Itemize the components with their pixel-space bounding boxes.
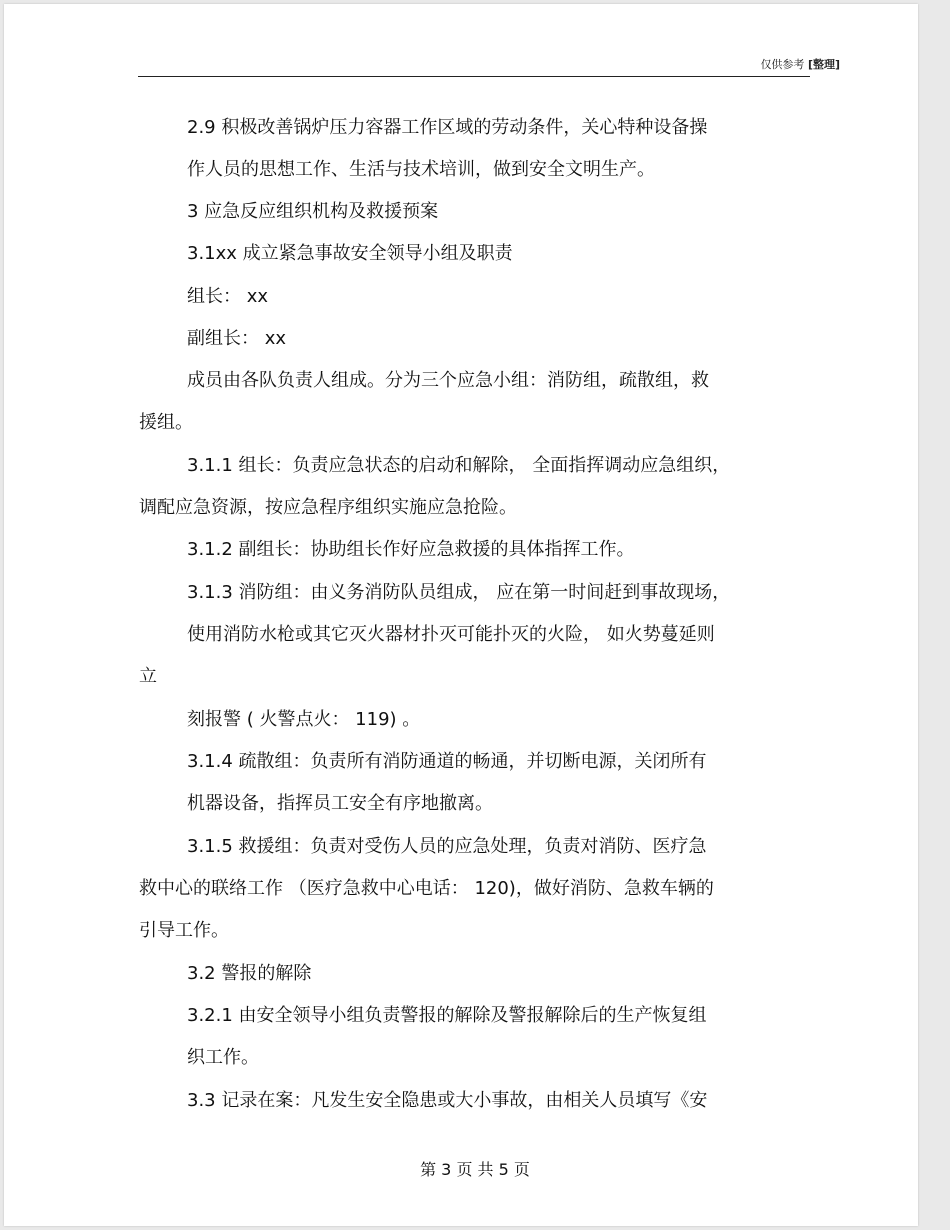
- body-line: 作人员的思想工作、生活与技术培训，做到安全文明生产。: [187, 159, 655, 180]
- body-line: 3 应急反应组织机构及救援预案: [187, 201, 439, 222]
- body-line: 3.1.2 副组长：协助组长作好应急救援的具体指挥工作。: [187, 539, 635, 560]
- body-line: 援组。: [139, 412, 193, 433]
- body-line: 3.1.4 疏散组：负责所有消防通道的畅通，并切断电源，关闭所有: [187, 751, 707, 772]
- body-line: 织工作。: [187, 1047, 259, 1068]
- body-line: 救中心的联络工作 （医疗急救中心电话： 120)，做好消防、急救车辆的: [139, 878, 714, 899]
- body-line: 机器设备，指挥员工安全有序地撤离。: [187, 793, 493, 814]
- document-page: [4, 4, 918, 1226]
- body-line: 引导工作。: [139, 920, 229, 941]
- page-header: [760, 56, 840, 72]
- page-footer: 第 3 页 共 5 页: [420, 1160, 530, 1179]
- body-line: 3.2.1 由安全领导小组负责警报的解除及警报解除后的生产恢复组: [187, 1005, 707, 1026]
- body-line: 副组长： xx: [187, 328, 287, 349]
- header-label: 仅供参考: [760, 58, 805, 71]
- body-line: 调配应急资源，按应急程序组织实施应急抢险。: [139, 497, 517, 518]
- body-line: 2.9 积极改善锅炉压力容器工作区域的劳动条件，关心特种设备操: [187, 117, 708, 138]
- header-rule: [138, 76, 810, 77]
- body-line: 组长： xx: [187, 286, 269, 307]
- body-line: 刻报警 ( 火警点火： 119) 。: [187, 709, 421, 730]
- body-line: 3.1.3 消防组：由义务消防队员组成， 应在第一时间赶到事故现场，: [187, 582, 731, 603]
- body-line: 3.1xx 成立紧急事故安全领导小组及职责: [187, 243, 513, 264]
- body-line: 3.3 记录在案：凡发生安全隐患或大小事故，由相关人员填写《安: [187, 1090, 708, 1111]
- body-line: 3.1.5 救援组：负责对受伤人员的应急处理，负责对消防、医疗急: [187, 836, 707, 857]
- body-line: 3.2 警报的解除: [187, 963, 312, 984]
- header-tag: [整理]: [807, 58, 840, 71]
- body-line: 成员由各队负责人组成。分为三个应急小组：消防组，疏散组，救: [187, 370, 709, 391]
- body-line: 3.1.1 组长：负责应急状态的启动和解除， 全面指挥调动应急组织，: [187, 455, 731, 476]
- body-line: 使用消防水枪或其它灭火器材扑灭可能扑灭的火险， 如火势蔓延则: [187, 624, 715, 645]
- body-line: 立: [139, 666, 157, 687]
